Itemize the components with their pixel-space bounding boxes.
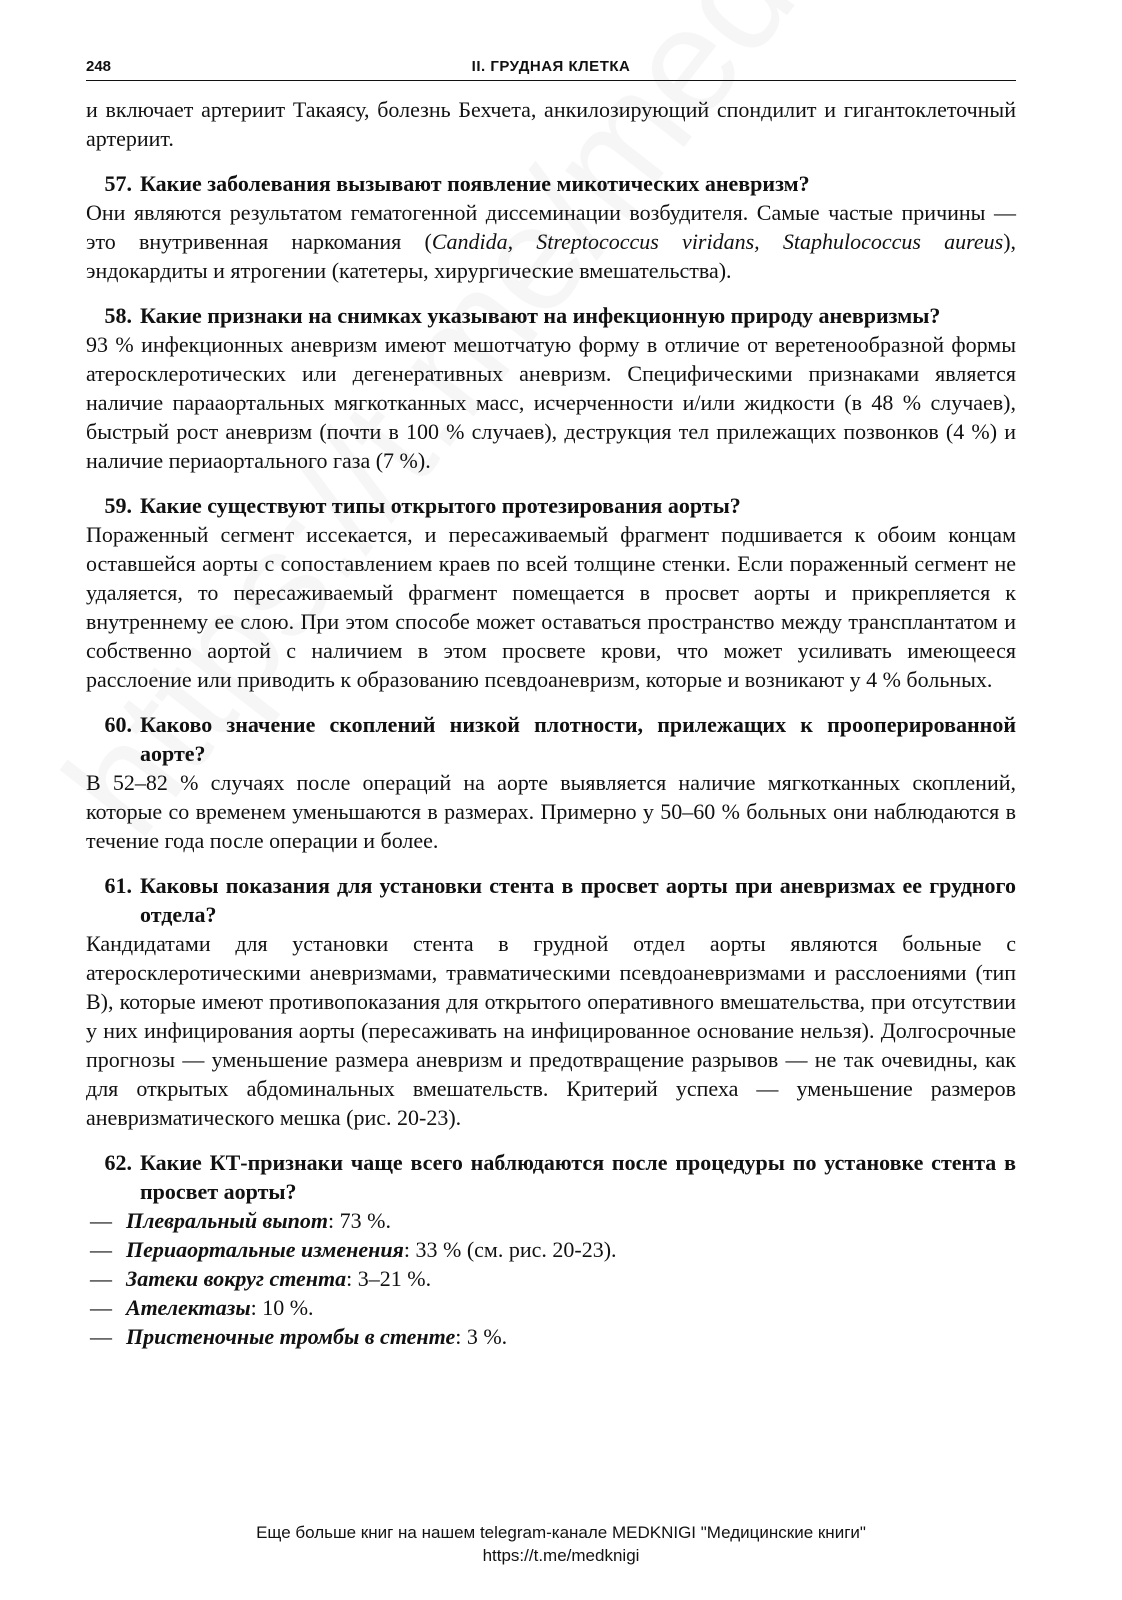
promo-text: Еще больше книг на нашем telegram-канале MEDKNIGI "Медицинские книги"	[256, 1523, 866, 1542]
page-number: 248	[86, 58, 112, 75]
intro-paragraph: и включает артериит Такаясу, болезнь Бехчета, анкилозирующий спондилит и гигантоклеточный артериит.	[86, 97, 1016, 151]
question-57	[86, 169, 1016, 198]
running-title: II. ГРУДНАЯ КЛЕТКА	[471, 58, 631, 75]
answer-57	[86, 198, 1016, 285]
page-header	[86, 56, 1016, 81]
list-item-value: : 3–21 %.	[346, 1266, 432, 1291]
list-item	[126, 1235, 1016, 1264]
qa-58	[86, 301, 1016, 475]
list-item-term: Ателектазы	[126, 1295, 251, 1320]
list-item-term: Пристеночные тромбы в стенте	[126, 1324, 456, 1349]
answer-61: Кандидатами для установки стента в грудной отдел аорты являются больные с атеросклеротическими аневризмами, травматическими псевдоаневризмами и расслоениями (тип B), которые имеют противопоказания для открытого оперативного вмешательства, при отсутствии у них инфицирования аорты (пересаживать на инфицированное основание нельзя). Долгосрочные прогнозы — уменьшение размера аневризм и предотвращение разрывов — не так очевидны, как для открытых абдоминальных вмешательств. Критерий успеха — уменьшение размеров аневризматического мешка (рис. 20-23).	[86, 931, 1016, 1130]
list-item-value: : 33 % (см. рис. 20-23).	[403, 1237, 617, 1262]
question-text: Какие КТ-признаки чаще всего наблюдаются после процедуры по установке стента в просвет аорты?	[140, 1150, 1016, 1204]
answer-text-end: ), эндокардиты и ятрогении (катетеры, хирургические вмешательства).	[86, 229, 1017, 283]
question-text: Какие признаки на снимках указывают на инфекционную природу аневризмы?	[140, 303, 941, 328]
list-item-value: : 73 %.	[328, 1208, 391, 1233]
question-62	[86, 1148, 1016, 1206]
list-item-term: Затеки вокруг стента	[126, 1266, 347, 1291]
list-item-value: : 3 %.	[455, 1324, 508, 1349]
qa-61	[86, 871, 1016, 1132]
answer-italic-species: Candida, Streptococcus viridans, Staphulococcus aureus	[431, 229, 1004, 254]
question-number: 61.	[104, 873, 132, 898]
list-item	[126, 1293, 1016, 1322]
question-number: 60.	[104, 712, 132, 737]
qa-59	[86, 491, 1016, 694]
qa-62	[86, 1148, 1016, 1351]
list-item-term: Плевральный выпот	[126, 1208, 328, 1233]
list-item	[126, 1322, 1016, 1351]
list-item	[126, 1264, 1016, 1293]
qa-57	[86, 169, 1016, 285]
question-number: 59.	[104, 493, 132, 518]
question-number: 62.	[104, 1150, 132, 1175]
question-61	[86, 871, 1016, 929]
qa-60	[86, 710, 1016, 855]
ct-signs-list	[86, 1206, 1016, 1351]
answer-text: Они являются результатом гематогенной диссеминации возбудителя. Самые частые причины — это внутривенная наркомания (	[86, 200, 1016, 254]
list-item	[126, 1206, 1016, 1235]
question-text: Какие заболевания вызывают появление микотических аневризм?	[140, 171, 810, 196]
book-page	[86, 56, 1016, 1351]
question-58	[86, 301, 1016, 330]
page-content	[86, 95, 1016, 1351]
question-text: Каково значение скоплений низкой плотности, прилежащих к прооперированной аорте?	[140, 712, 1016, 766]
question-number: 58.	[104, 303, 132, 328]
list-item-term: Периаортальные изменения	[126, 1237, 404, 1262]
question-60	[86, 710, 1016, 768]
promo-link[interactable]: https://t.me/medknigi	[482, 1546, 640, 1565]
answer-58: 93 % инфекционных аневризм имеют мешотчатую форму в отличие от веретенообразной формы атеросклеротических или дегенеративных аневризм. Специфическими признаками является наличие парааортальных мягкотканных масс, исчерченности и/или жидкости (в 48 % случаев), быстрый рост аневризм (почти в 100 % случаев), деструкция тел прилежащих позвонков (4 %) и наличие периаортального газа (7 %).	[86, 332, 1016, 473]
question-59	[86, 491, 1016, 520]
question-text: Какие существуют типы открытого протезирования аорты?	[140, 493, 741, 518]
answer-60: В 52–82 % случаях после операций на аорте выявляется наличие мягкотканных скоплений, которые со временем уменьшаются в размерах. Примерно у 50–60 % больных они наблюдаются в течение года после операции и более.	[86, 770, 1016, 853]
question-text: Каковы показания для установки стента в просвет аорты при аневризмах ее грудного отдела?	[140, 873, 1016, 927]
promo-footer	[0, 1521, 1122, 1567]
question-number: 57.	[104, 171, 132, 196]
list-item-value: : 10 %.	[250, 1295, 314, 1320]
answer-59: Пораженный сегмент иссекается, и пересаживаемый фрагмент подшивается к обоим концам оставшейся аорты с сопоставлением краев по всей толщине стенки. Если пораженный сегмент не удаляется, то пересаживаемый фрагмент помещается в просвет аорты и прикрепляется к внутреннему ее слою. При этом способе может оставаться пространство между трансплантатом и собственно аортой с наличием в этом просвете крови, что может усиливать имеющееся расслоение или приводить к образованию псевдоаневризм, которые и возникают у 4 % больных.	[86, 522, 1016, 692]
